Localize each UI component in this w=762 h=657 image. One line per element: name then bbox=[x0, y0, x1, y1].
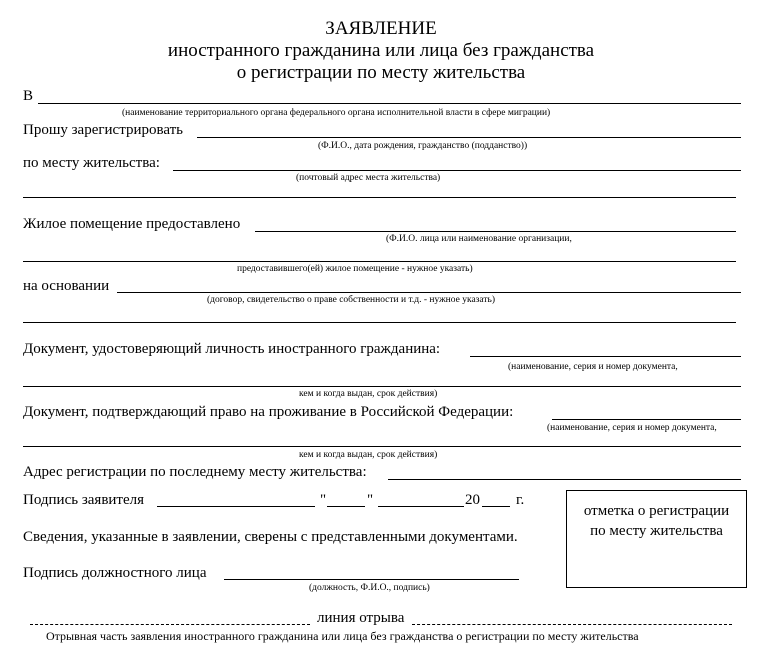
right-doc-label: Документ, подтверждающий право на проживание в Российской Федерации: bbox=[23, 404, 514, 420]
tear-line-left bbox=[30, 624, 310, 625]
id-doc-field[interactable] bbox=[470, 356, 741, 357]
official-signature-hint: (должность, Ф.И.О., подпись) bbox=[309, 583, 430, 593]
official-signature-label: Подпись должностного лица bbox=[23, 565, 207, 581]
prev-address-label: Адрес регистрации по последнему месту жительства: bbox=[23, 464, 367, 480]
tear-line-label: линия отрыва bbox=[317, 610, 405, 626]
id-doc-hint-1: (наименование, серия и номер документа, bbox=[508, 362, 678, 372]
right-doc-hint-2: кем и когда выдан, срок действия) bbox=[299, 450, 438, 460]
id-doc-label: Документ, удостоверяющий личность иностранного гражданина: bbox=[23, 341, 441, 357]
stamp-box-line1: отметка о регистрации bbox=[583, 503, 730, 519]
tear-off-caption: Отрывная часть заявления иностранного гражданина или лица без гражданства о регистрации по месту жительства bbox=[46, 629, 639, 643]
form-subtitle-line2: о регистрации по месту жительства bbox=[236, 62, 526, 83]
stamp-box-text bbox=[567, 501, 746, 541]
housing-field[interactable] bbox=[255, 231, 736, 232]
to-field[interactable] bbox=[38, 103, 741, 104]
right-doc-hint-1: (наименование, серия и номер документа, bbox=[547, 423, 717, 433]
register-hint: (Ф.И.О., дата рождения, гражданство (подданство)) bbox=[318, 141, 528, 151]
right-doc-field-2[interactable] bbox=[23, 446, 741, 447]
right-doc-field[interactable] bbox=[552, 419, 741, 420]
form-subtitle-line1: иностранного гражданина или лица без гражданства bbox=[167, 40, 595, 61]
signature-field[interactable] bbox=[157, 506, 315, 507]
day-quote-close: " bbox=[367, 492, 374, 508]
basis-label: на основании bbox=[23, 278, 110, 294]
day-quote-open: " bbox=[320, 492, 327, 508]
month-field[interactable] bbox=[378, 506, 464, 507]
id-doc-field-2[interactable] bbox=[23, 386, 741, 387]
signature-label: Подпись заявителя bbox=[23, 492, 145, 508]
residence-hint: (почтовый адрес места жительства) bbox=[296, 173, 441, 183]
prev-address-field[interactable] bbox=[388, 479, 741, 480]
basis-field-2[interactable] bbox=[23, 322, 736, 323]
basis-hint: (договор, свидетельство о праве собственности и т.д. - нужное указать) bbox=[207, 295, 496, 305]
residence-label: по месту жительства: bbox=[23, 155, 160, 171]
day-field[interactable] bbox=[327, 506, 365, 507]
housing-hint-1: (Ф.И.О. лица или наименование организации, bbox=[386, 234, 572, 244]
form-title: ЗАЯВЛЕНИЕ bbox=[325, 18, 437, 39]
housing-hint-2: предоставившего(ей) жилое помещение - нужное указать) bbox=[237, 264, 473, 274]
id-doc-hint-2: кем и когда выдан, срок действия) bbox=[299, 389, 438, 399]
residence-field-2[interactable] bbox=[23, 197, 736, 198]
year-suffix: г. bbox=[516, 492, 525, 508]
register-label: Прошу зарегистрировать bbox=[23, 122, 184, 138]
registration-stamp-box bbox=[566, 490, 747, 588]
to-label: В bbox=[23, 88, 34, 104]
housing-label: Жилое помещение предоставлено bbox=[23, 216, 241, 232]
stamp-box-line2: по месту жительства bbox=[590, 523, 723, 539]
year-prefix: 20 bbox=[465, 492, 480, 508]
housing-field-2[interactable] bbox=[23, 261, 736, 262]
basis-field[interactable] bbox=[117, 292, 741, 293]
register-field[interactable] bbox=[197, 137, 741, 138]
official-signature-field[interactable] bbox=[224, 579, 519, 580]
to-hint: (наименование территориального органа федерального органа исполнительной власти в сфере миграции) bbox=[122, 108, 551, 118]
year-field[interactable] bbox=[482, 506, 510, 507]
verified-text: Сведения, указанные в заявлении, сверены с представленными документами. bbox=[23, 529, 518, 545]
tear-line-right bbox=[412, 624, 732, 625]
residence-field[interactable] bbox=[173, 170, 741, 171]
